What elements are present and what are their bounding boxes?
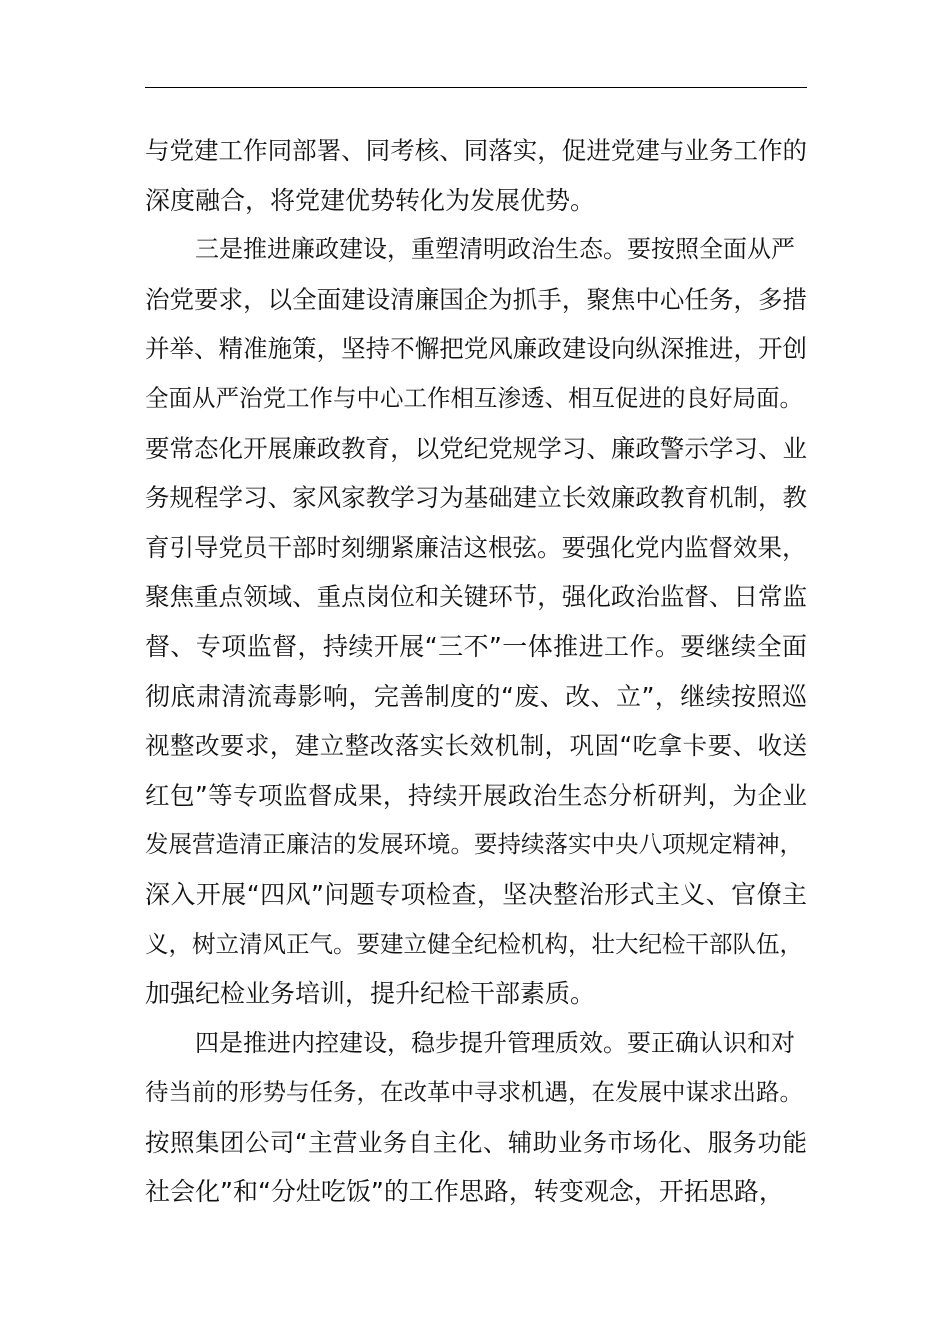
text-line: 并举、精准施策，坚持不懈把党风廉政建设向纵深推进，开创 xyxy=(145,334,807,364)
text-line: 视整改要求，建立整改落实长效机制，巩固“吃拿卡要、收送 xyxy=(145,731,807,761)
text-line: 深入开展“四风”问题专项检查，坚决整治形式主义、官僚主 xyxy=(145,879,807,909)
text-line: 务规程学习、家风家教学习为基础建立长效廉政教育机制，教 xyxy=(145,483,807,513)
text-line: 全面从严治党工作与中心工作相互渗透、相互促进的良好局面。 xyxy=(145,383,803,412)
paragraph-start-line: 四是推进内控建设，稳步提升管理质效。要正确认识和对 xyxy=(195,1028,795,1057)
header-rule xyxy=(145,87,807,88)
text-line: 聚焦重点领域、重点岗位和关键环节，强化政治监督、日常监 xyxy=(145,582,807,612)
text-line: 治党要求，以全面建设清廉国企为抓手，聚焦中心任务，多措 xyxy=(145,284,807,314)
text-line: 要常态化开展廉政教育，以党纪党规学习、廉政警示学习、业 xyxy=(145,433,807,463)
text-line: 待当前的形势与任务，在改革中寻求机遇，在发展中谋求出路。 xyxy=(145,1078,803,1107)
text-line: 按照集团公司“主营业务自主化、辅助业务市场化、服务功能 xyxy=(145,1127,807,1157)
text-line: 彻底肃清流毒影响，完善制度的“废、改、立”，继续按照巡 xyxy=(145,681,807,711)
text-line: 深度融合，将党建优势转化为发展优势。 xyxy=(145,185,596,215)
text-line: 发展营造清正廉洁的发展环境。要持续落实中央八项规定精神， xyxy=(145,830,803,859)
text-line: 与党建工作同部署、同考核、同落实，促进党建与业务工作的 xyxy=(145,136,807,165)
text-line: 加强纪检业务培训，提升纪检干部素质。 xyxy=(145,979,596,1009)
text-line: 社会化”和“分灶吃饭”的工作思路，转变观念，开拓思路， xyxy=(145,1177,784,1207)
body-text xyxy=(145,126,807,1217)
text-line: 红包”等专项监督成果，持续开展政治生态分析研判，为企业 xyxy=(145,780,807,810)
paragraph-start-line: 三是推进廉政建设，重塑清明政治生态。要按照全面从严 xyxy=(195,235,795,264)
text-line: 督、专项监督，持续开展“三不”一体推进工作。要继续全面 xyxy=(145,631,807,661)
text-line: 育引导党员干部时刻绷紧廉洁这根弦。要强化党内监督效果， xyxy=(145,532,807,562)
text-line: 义，树立清风正气。要建立健全纪检机构，壮大纪检干部队伍， xyxy=(145,929,803,958)
